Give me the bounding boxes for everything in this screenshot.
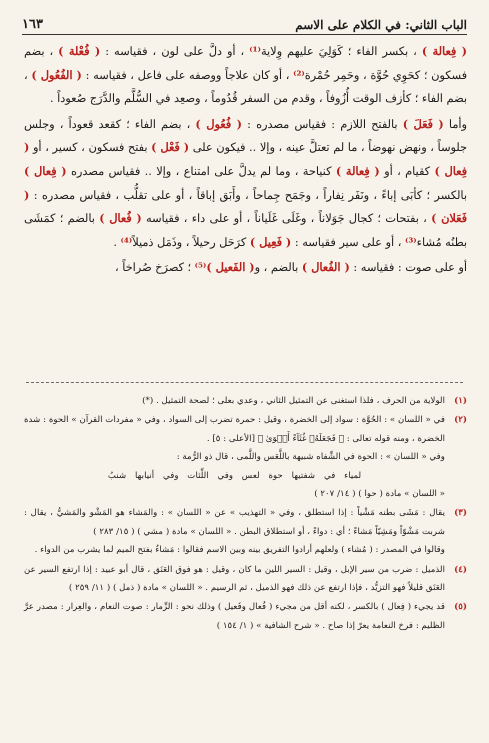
poem-verse: لمياء في شفتيها حوة لعس وفي اللِّثات وفي أنيابها شنبُ <box>107 470 362 481</box>
footnote-line: وفي « اللسان » : الحوة في الشِّفاه شبيهة باللَّعَس واللَّمى ، قال ذو الرُّمة : <box>176 452 445 463</box>
paragraph-3 <box>24 256 467 280</box>
text-run: بالضم ، و <box>254 261 302 275</box>
footnote-3 <box>24 504 467 559</box>
footnote-text <box>24 561 445 598</box>
header-rule <box>22 34 467 35</box>
highlighted-term: ( فُعُول ) <box>195 116 242 131</box>
highlighted-term: ( فِعالة ) <box>421 44 468 58</box>
highlighted-term: ( فَعْل ) <box>151 140 190 155</box>
text-run: كنياحة ، وما لم يدلَّ على امتناع ، وإلا .. فقياس مصدره <box>66 164 336 178</box>
text-run: . <box>113 235 121 249</box>
footnote-line: « اللسان » مادة ( حوا ) ( ١٤/ ٢٠٧ ) <box>314 489 445 500</box>
highlighted-term: ( فُعال ) <box>99 211 142 226</box>
highlighted-term: ( فَعَلَ ) <box>402 116 444 131</box>
text-run: وأما <box>443 117 467 131</box>
highlighted-term: ( الفُعال ) <box>301 260 350 275</box>
text-run: ، أو كان علاجاً ووصفه على فاعل ، فقياسه : <box>81 68 294 82</box>
highlighted-term: ( فَعِيل ) <box>249 234 292 249</box>
footnote-1 <box>24 392 467 410</box>
text-run: ؛ كصرَخ صُراخاً ، <box>114 261 195 275</box>
footnote-line: الذميل : ضرب من سير الإبل ، وقيل : السير اللين ما كان ، وقيل : هو فوق العَنَق ، قال أبو عبيد : إذا ارتفع السير عن العَنَق قليلاً فهو التزيُّد ، فإذا ارتفع عن ذلك فهو الذميل ، ثم الرسيم . « اللسان » مادة ( ذمل ) ( ١١/ ٢٥٩ ) <box>24 564 445 594</box>
footnote-5 <box>24 598 467 635</box>
highlighted-term: ⁽¹⁾ <box>249 44 261 58</box>
text-run: بفتح فسكون ، كسير ، أو <box>29 141 152 155</box>
footnote-line: قد يجيء ( فِعال ) بالكسر ، لكنه أقل من مجيء ( فُعال وفَعيل ) وذلك نحو : الزِّمار : صوت النعام ، والعِرار : مصدر عرَّ الظليم : فرخ النعامة يعرّ إذا صاح . « شرح الشافية » ( ١/ ١٥٤ ) <box>24 602 445 631</box>
page-number: ١٦٣ <box>22 17 43 32</box>
text-run: ، بضم الفاء ؛ كأزف الوقت أُزُوفاً ، وقدم من السفر قُدُوماً ، وصعِد في السُّلَّم والدَّرَج صُعوداً . <box>24 68 467 106</box>
highlighted-term: ( الفَعيل ) <box>206 260 255 275</box>
highlighted-term: ( فَعَلان ) <box>24 187 467 226</box>
chapter-title: الباب الثاني: في الكلام على الاسم <box>295 18 467 32</box>
highlighted-term: ⁽⁵⁾ <box>194 260 207 275</box>
highlighted-term: ⁽⁴⁾ <box>120 234 133 249</box>
footnote-4 <box>24 561 467 598</box>
highlighted-term: ( الفُعُول ) <box>31 67 82 82</box>
footnote-text <box>24 411 445 503</box>
text-run: كقيام ، أو <box>379 164 435 178</box>
text-run: ، بضم الفاء ؛ كقعد قعوداً ، وجلس جلوساً ، ونهض نهوضاً ، ما لم تعتلَّ عينه ، وإلا .. فيكون على <box>24 117 468 155</box>
highlighted-term: ( فُعْلة ) <box>58 44 101 58</box>
footnote-separator <box>26 382 463 383</box>
text-run: بالكسر ؛ كأبَى إباءً ، ونَفَر نِفاراً ، وجَمَح جِماحاً ، وأَبَق إباقاً ، أو على تقلُّب ، فقياس مصدره : <box>29 188 467 202</box>
footnote-line: وقالوا في المصدر : ( مُشاء ) ولعلهم أرادوا التفريق بينه وبين الاسم فقالوا : مَشاءٌ بفتح الميم لما يشرب من الدواء . <box>34 545 445 556</box>
footnote-2 <box>24 411 467 503</box>
footnote-line: يقال : مَشَى بطنه مَشْياً : إذا استطلق ، وفي « التهذيب » عن « اللسان » : والمَشاء هو المَشْو والمَشيُّ ، يقال : شربت مَشْوّاً ومَشِيّاً مَشاءً ؛ أي : دواءً ، أو استطلاق البطن . « اللسان » مادة ( مشي ) ( ١٥/ ٢٨٣ ) <box>24 508 445 537</box>
footnote-line: في « اللسان » : الحُوَّة : سواد إلى الخضرة ، وقيل : حمرة تضرب إلى السواد ، وفي « مفردات القرآن » الحوة : شدة الخضرة ، ومنه قوله تعالى : ﴿ فَجَعَلَهُۥ غُثَآءً أَحۡوَىٰ ﴾ [الأعلى : ٥] . <box>24 415 445 444</box>
footnotes <box>24 392 467 635</box>
text-run: كرَحَل رحيلاً ، وذَمَل ذميلاً <box>132 235 250 249</box>
text-run: ، بكسر الفاء ؛ كَوَلِيَ عليهم وِلاية <box>260 45 422 58</box>
text-run: ، بضم فسكون ؛ كحَوِي حُوَّة ، وحَمِر حُمْرة <box>24 45 467 82</box>
running-header <box>22 14 467 32</box>
footnote-text <box>24 598 445 635</box>
footnote-number: (١) <box>454 396 467 406</box>
highlighted-term: ( فِعال ) <box>24 140 467 178</box>
text-run: بالفتح اللازم : فقياس مصدره : <box>241 117 403 131</box>
footnote-number: (٢) <box>454 415 467 426</box>
text-run: ، بفتحات ؛ كجال جَوَلاناً ، وغَلَى غَلَياناً ، أو على داء ، فقياسه <box>141 212 432 226</box>
text-run: ، أو دلَّ على لون ، فقياسه : <box>100 45 250 58</box>
footnote-number: (٤) <box>454 564 467 575</box>
text-run: بالضم ؛ كمَشَى بطنُه مُشاء <box>24 212 467 249</box>
highlighted-term: ( فِعالة ) <box>335 163 380 178</box>
footnote-text <box>24 504 445 559</box>
footnote-number: (٥) <box>454 602 467 613</box>
paragraph-2 <box>24 113 467 255</box>
highlighted-term: ( فِعال ) <box>24 163 67 178</box>
highlighted-term: ⁽²⁾ <box>293 67 305 82</box>
text-run: ، أو على سير فقياسه : <box>291 235 405 249</box>
main-text <box>24 40 467 280</box>
footnote-line: الولاية من الحرف ، فلذا استغنى عن التمثيل الثاني ، وعدي بعلى ؛ لصحة التمثيل . (*) <box>142 396 445 406</box>
footnote-text <box>24 392 445 410</box>
footnote-number: (٣) <box>454 508 467 519</box>
paragraph-1 <box>24 40 467 111</box>
highlighted-term: ⁽³⁾ <box>404 234 417 249</box>
text-run: أو على صوت : فقياسه : <box>349 261 467 275</box>
